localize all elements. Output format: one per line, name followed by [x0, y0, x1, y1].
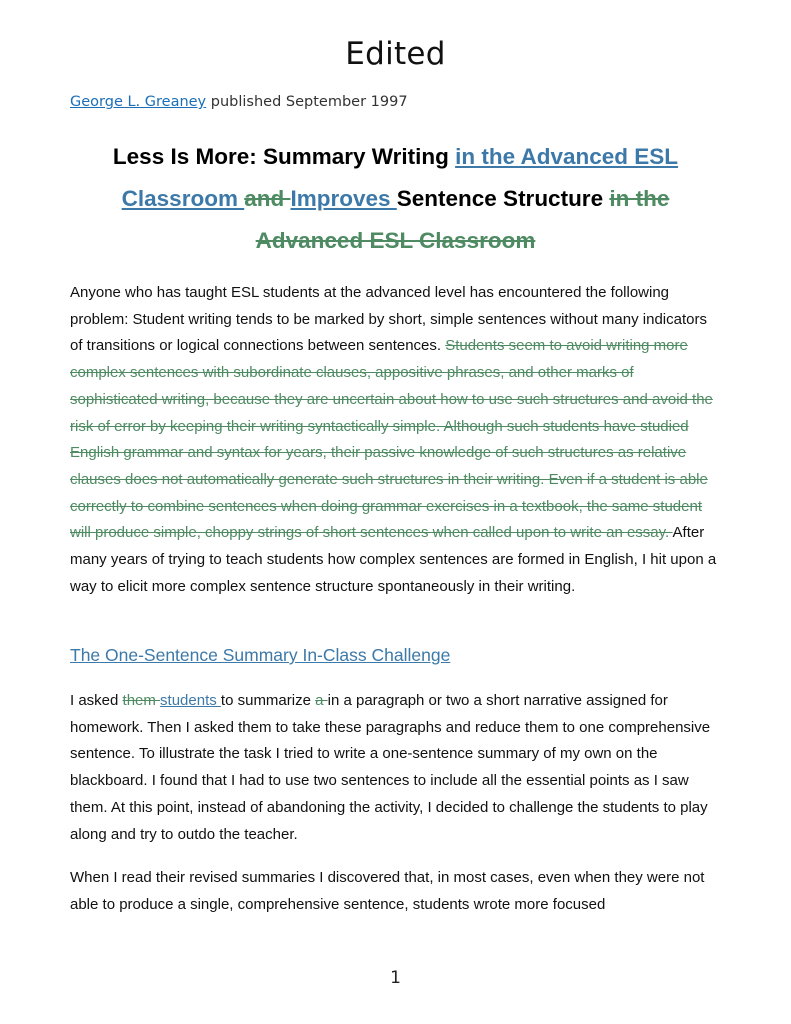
byline	[70, 94, 408, 110]
title-insertion: in the Advanced ESL Classroom	[121, 144, 679, 211]
author-link[interactable]: George L. Greaney	[70, 94, 207, 110]
title-text: Sentence Structure	[396, 186, 610, 211]
title-insertion: Improves	[290, 186, 397, 211]
article-title	[70, 136, 721, 262]
paragraph	[70, 280, 721, 600]
paragraph-text: in a paragraph or two a short narrative assigned for homework. Then I asked them to take these paragraphs and reduce them to one comprehensive sentence. To illustrate the task I tried to write a one-sentence summary of my own on the blackboard. I found that I had to use two sentences to include all the essential points as I saw them. At this point, instead of abandoning the activity, I decided to challenge the students to play along and try to outdo the teacher.	[70, 692, 711, 843]
inserted-text: students	[160, 692, 221, 709]
publish-date: published September 1997	[210, 94, 408, 110]
paragraph-text: After many years of trying to teach students how complex sentences are formed in English, I hit upon a way to elicit more complex sentence structure spontaneously in their writing.	[70, 524, 717, 595]
paragraph-text: I asked	[70, 692, 123, 709]
title-deletion: in the Advanced ESL Classroom	[255, 186, 670, 253]
section-heading: The One-Sentence Summary In-Class Challenge	[70, 645, 451, 665]
paragraph-text: When I read their revised summaries I discovered that, in most cases, even when they were not able to produce a single, comprehensive sentence, students wrote more focused	[70, 869, 705, 913]
title-deletion: and	[244, 186, 291, 211]
title-text: Less Is More: Summary Writing	[112, 144, 456, 169]
edited-header: Edited	[345, 36, 446, 72]
deleted-text: them	[122, 692, 161, 709]
paragraph	[70, 865, 721, 918]
paragraph	[70, 688, 721, 848]
page-number: 1	[390, 968, 401, 988]
paragraph-text: Anyone who has taught ESL students at the advanced level has encountered the following problem: Student writing tends to be marked by short, simple sentences without many indicators of transitions or logical connections between sentences.	[70, 284, 707, 355]
deleted-text: Students seem to avoid writing more complex sentences with subordinate clauses, appositive phrases, and other marks of sophisticated writing, because they are uncertain about how to use such structures and avoid the risk of error by keeping their writing syntactically simple. Although such students have studied English grammar and syntax for years, their passive knowledge of such structures as relative clauses does not automatically generate such structures in their writing. Even if a student is able correctly to combine sentences when doing grammar exercises in a textbook, the same student will produce simple, choppy strings of short sentences when called upon to write an essay.	[70, 337, 713, 542]
deleted-text: a	[315, 692, 328, 709]
paragraph-text: to summarize	[220, 692, 316, 709]
